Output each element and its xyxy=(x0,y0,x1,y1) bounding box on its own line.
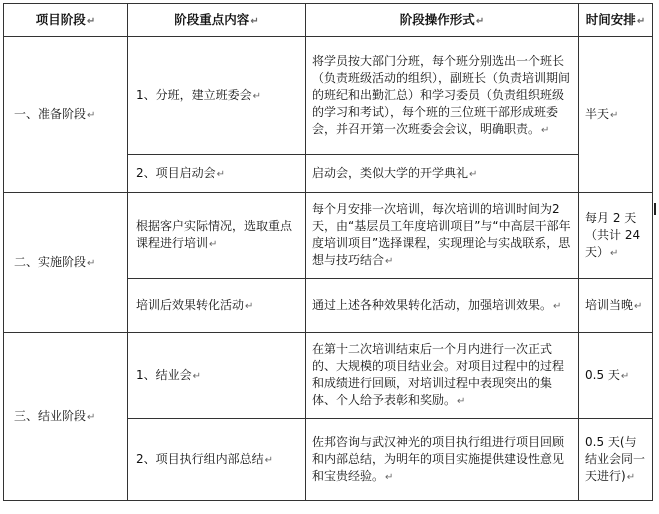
header-row xyxy=(4,4,653,37)
prep-item-1-form: 将学员按大部门分班，每个班分别选出一个班长（负责班级活动的组织），副班长（负责培训期间的班纪和出勤汇总）和学习委员（负责组织班级的学习和考试），每个班的三位班干部形成班委会，并召开第一次班委会会议，明确职责。↵ xyxy=(306,37,579,155)
close-item-1-time: 0.5 天↵ xyxy=(579,333,653,419)
table-row xyxy=(4,37,653,155)
impl-item-2-time: 培训当晚↵ xyxy=(579,279,653,333)
stage-close-name: 三、结业阶段↵ xyxy=(4,333,128,501)
prep-item-1-content: 1、分班，建立班委会↵ xyxy=(128,37,306,155)
prep-time: 半天↵ xyxy=(579,37,653,193)
prep-item-2-form: 启动会，类似大学的开学典礼↵ xyxy=(306,155,579,193)
header-form: 阶段操作形式↵ xyxy=(306,4,579,37)
close-item-2-time: 0.5 天(与结业会同一天进行)↵ xyxy=(579,419,653,501)
prep-item-2-content: 2、项目启动会↵ xyxy=(128,155,306,193)
table-row xyxy=(4,193,653,279)
header-content: 阶段重点内容↵ xyxy=(128,4,306,37)
stage-prep-name: 一、准备阶段↵ xyxy=(4,37,128,193)
header-time: 时间安排↵ xyxy=(579,4,653,37)
stage-plan-table xyxy=(3,3,653,501)
close-item-1-content: 1、结业会↵ xyxy=(128,333,306,419)
row-end-marker xyxy=(654,203,656,215)
stage-impl-name: 二、实施阶段↵ xyxy=(4,193,128,333)
close-item-2-content: 2、项目执行组内部总结↵ xyxy=(128,419,306,501)
impl-item-1-form: 每个月安排一次培训，每次培训的培训时间为2天，由“基层员工年度培训项目”与“中高层干部年度培训项目”选择课程，实现理论与实战联系，思想与技巧结合↵ xyxy=(306,193,579,279)
close-item-1-form: 在第十二次培训结束后一个月内进行一次正式的、大规模的项目结业会。对项目过程中的过程和成绩进行回顾，对培训过程中表现突出的集体、个人给予表彰和奖励。↵ xyxy=(306,333,579,419)
impl-item-2-form: 通过上述各种效果转化活动，加强培训效果。↵ xyxy=(306,279,579,333)
impl-item-1-content: 根据客户实际情况，选取重点课程进行培训↵ xyxy=(128,193,306,279)
table-row xyxy=(4,333,653,419)
header-stage: 项目阶段↵ xyxy=(4,4,128,37)
impl-item-1-time: 每月 2 天（共计 24 天）↵ xyxy=(579,193,653,279)
impl-item-2-content: 培训后效果转化活动↵ xyxy=(128,279,306,333)
close-item-2-form: 佐邦咨询与武汉神光的项目执行组进行项目回顾和内部总结，为明年的项目实施提供建设性意见和宝贵经验。↵ xyxy=(306,419,579,501)
